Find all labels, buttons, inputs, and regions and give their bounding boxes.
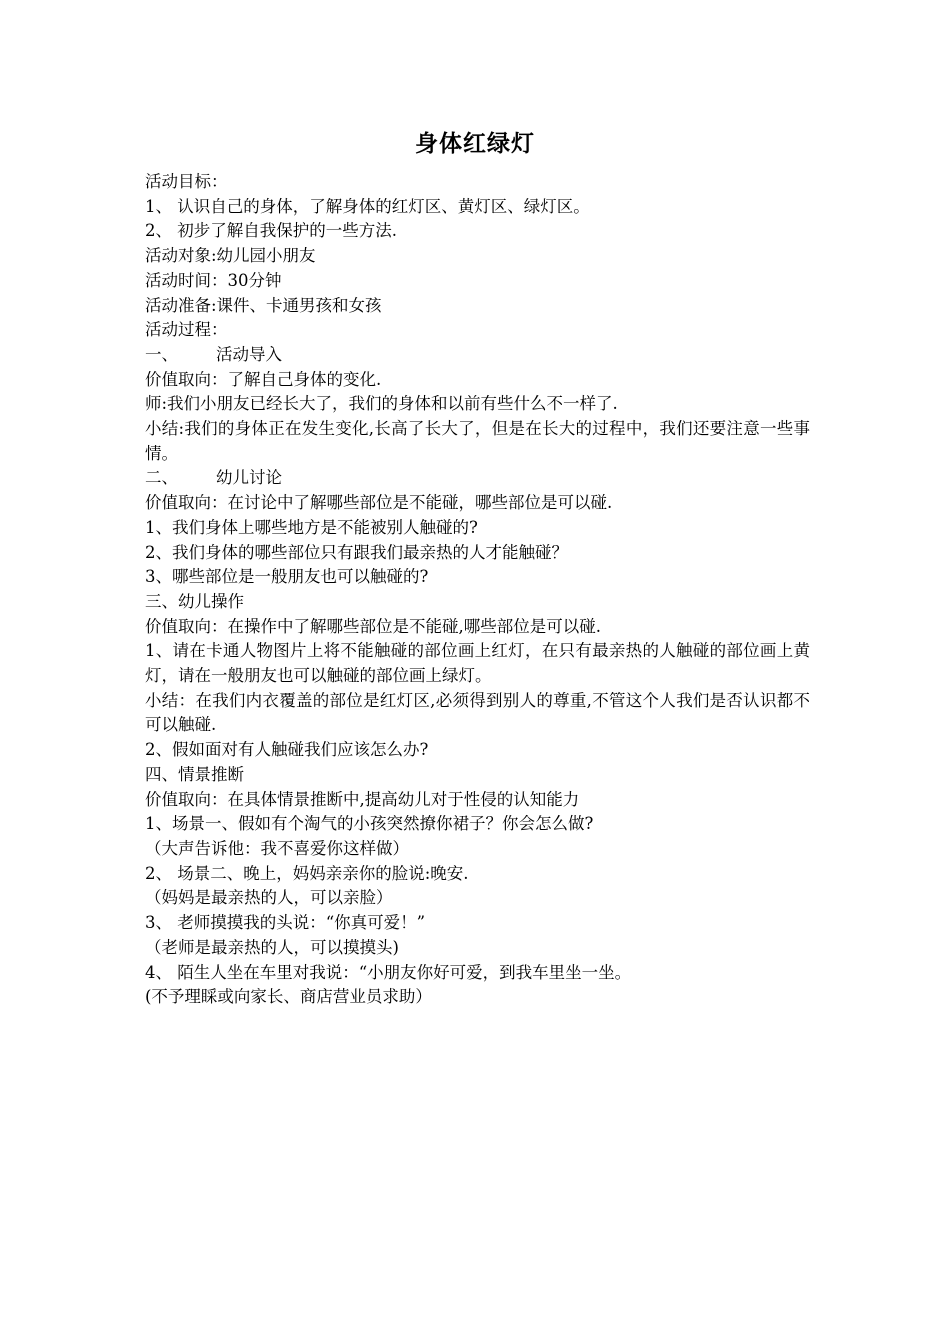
section-heading-3: 三、幼儿操作 — [145, 591, 244, 611]
section-heading-1 — [145, 343, 810, 368]
question-2: 2、我们身体的哪些部位只有跟我们最亲热的人才能触碰？ — [145, 542, 568, 562]
scene-1-answer: （大声告诉他：我不喜爱你这样做） — [145, 838, 409, 858]
activity-time: 活动时间：30分钟 — [145, 270, 282, 290]
document-title: 身体红绿灯 — [415, 131, 535, 157]
operation-step-1: 1、请在卡通人物图片上将不能触碰的部位画上红灯，在只有最亲热的人触碰的部位画上黄灯，请在一般朋友也可以触碰的部位画上绿灯。 — [145, 641, 810, 686]
goal-item-1: 1、 认识自己的身体，了解身体的红灯区、黄灯区、绿灯区。 — [145, 196, 590, 216]
question-3: 3、哪些部位是一般朋友也可以触碰的? — [145, 567, 429, 587]
scene-4: 4、 陌生人坐在车里对我说：“小朋友你好可爱，到我车里坐一坐。 — [145, 962, 632, 982]
section-heading-4: 四、情景推断 — [145, 764, 244, 784]
section-1-summary: 小结:我们的身体正在发生变化,长高了长大了，但是在长大的过程中，我们还要注意一些事情。 — [145, 419, 810, 463]
activity-target: 活动对象:幼儿园小朋友 — [145, 246, 316, 266]
process-heading: 活动过程： — [145, 320, 228, 340]
scene-3: 3、 老师摸摸我的头说：“你真可爱！” — [145, 913, 426, 933]
scene-2-answer: （妈妈是最亲热的人，可以亲脸） — [145, 888, 393, 908]
section-label: 幼儿讨论 — [216, 468, 282, 488]
section-1-teacher: 师:我们小朋友已经长大了，我们的身体和以前有些什么不一样了. — [145, 394, 618, 414]
section-label: 活动导入 — [216, 344, 282, 364]
question-1: 1、我们身体上哪些地方是不能被别人触碰的? — [145, 517, 478, 537]
section-3-value: 价值取向：在操作中了解哪些部位是不能碰,哪些部位是可以碰. — [145, 616, 601, 636]
section-4-value: 价值取向：在具体情景推断中,提高幼儿对于性侵的认知能力 — [145, 789, 580, 809]
scene-2: 2、 场景二、晚上，妈妈亲亲你的脸说:晚安. — [145, 863, 469, 883]
section-heading-2 — [145, 466, 810, 491]
scene-4-answer: (不予理睬或向家长、商店营业员求助） — [145, 987, 432, 1007]
scene-1: 1、场景一、假如有个淘气的小孩突然撩你裙子？你会怎么做? — [145, 814, 594, 834]
goal-item-2: 2、 初步了解自我保护的一些方法. — [145, 221, 397, 241]
section-number: 一、 — [145, 344, 178, 364]
section-3-summary: 小结：在我们内衣覆盖的部位是红灯区,必须得到别人的尊重,不管这个人我们是否认识都不可以触碰. — [145, 690, 810, 735]
document-body — [145, 170, 810, 1010]
activity-preparation: 活动准备:课件、卡通男孩和女孩 — [145, 295, 382, 315]
section-number: 二、 — [145, 468, 178, 488]
goals-heading: 活动目标： — [145, 172, 228, 191]
operation-step-2: 2、假如面对有人触碰我们应该怎么办? — [145, 740, 429, 760]
scene-3-answer: （老师是最亲热的人，可以摸摸头) — [145, 937, 399, 957]
section-2-value: 价值取向：在讨论中了解哪些部位是不能碰，哪些部位是可以碰. — [145, 493, 613, 513]
section-1-value: 价值取向：了解自己身体的变化. — [145, 369, 382, 389]
